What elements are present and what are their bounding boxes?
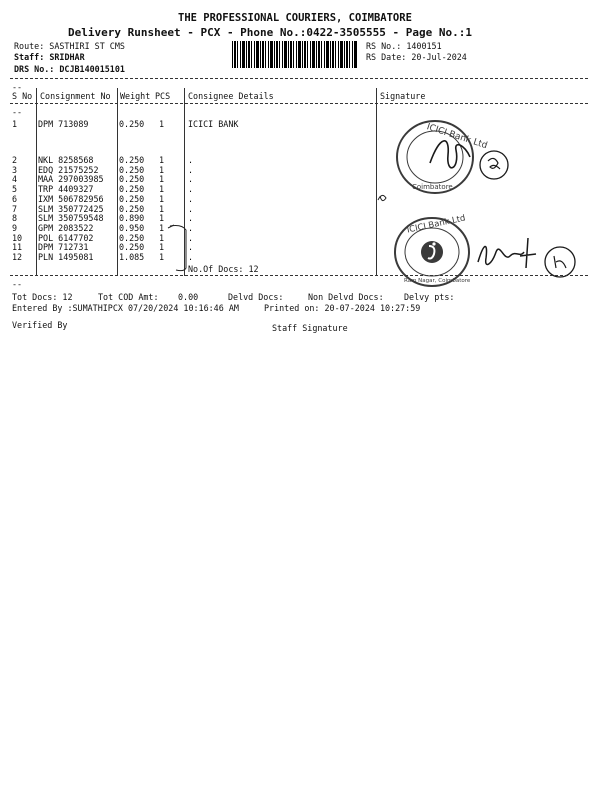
row-consignee: . xyxy=(188,203,194,214)
row-pcs: 1 xyxy=(159,164,165,175)
row-sno: 10 xyxy=(12,232,23,243)
row-pcs: 1 xyxy=(159,193,165,204)
row-sno: 2 xyxy=(12,155,18,165)
stamp-bottom-text: ICICI Bank Ltd xyxy=(405,213,467,236)
row-consignee: . xyxy=(188,222,194,233)
dash-marker: -- xyxy=(12,82,23,92)
no-of-docs: No.Of Docs: 12 xyxy=(188,264,259,274)
row-pcs: 1 xyxy=(159,119,165,129)
col-consignment: Consignment No xyxy=(40,91,111,101)
rs-number: RS No.: 1400151 xyxy=(366,41,442,51)
route-line: Route: SASTHIRI ST CMS xyxy=(14,41,125,51)
dash-marker-3: -- xyxy=(12,279,23,289)
delvd-docs: Delvd Docs: xyxy=(228,292,284,302)
row-weight: 0.250 xyxy=(119,119,145,129)
row-consignment-no: DPM 712731 xyxy=(38,242,89,253)
row-pcs: 1 xyxy=(159,242,165,253)
row-pcs: 1 xyxy=(159,174,165,185)
divider-bottom xyxy=(10,275,588,276)
col-signature: Signature xyxy=(380,91,426,101)
drs-value: DCJB140015101 xyxy=(59,64,125,74)
col-divider xyxy=(36,88,37,276)
row-consignee: . xyxy=(188,242,194,253)
row-sno: 7 xyxy=(12,203,18,214)
handwritten-mark xyxy=(376,190,390,204)
col-consignee: Consignee Details xyxy=(188,91,274,101)
row-weight: 0.250 xyxy=(119,184,145,195)
row-consignee: . xyxy=(188,213,194,224)
delvy-pts: Delvy pts: xyxy=(404,292,455,302)
tot-cod-value: 0.00 xyxy=(178,292,199,302)
barcode-image xyxy=(232,41,358,68)
row-consignment-no: PLN 1495081 xyxy=(38,252,94,262)
row-consignment-no: DPM 713089 xyxy=(38,119,89,129)
drs-line xyxy=(14,64,125,74)
staff-label: Staff: xyxy=(14,52,45,62)
stamp-top-bottom-text: Coimbatore xyxy=(412,183,453,191)
col-weight: Weight xyxy=(120,91,151,101)
row-consignee: . xyxy=(188,193,194,204)
row-pcs: 1 xyxy=(159,252,165,262)
row-sno: 12 xyxy=(12,252,23,262)
company-title: THE PROFESSIONAL COURIERS, COIMBATORE xyxy=(178,12,412,24)
row-weight: 0.250 xyxy=(119,232,145,243)
row-consignment-no: SLM 350759548 xyxy=(38,213,104,224)
bank-stamp-top xyxy=(390,115,520,205)
row-consignee: ICICI BANK xyxy=(188,119,239,129)
row-weight: 1.085 xyxy=(119,252,145,262)
row-weight: 0.250 xyxy=(119,174,145,185)
tot-cod-label: Tot COD Amt: xyxy=(98,292,159,302)
staff-signature: Staff Signature xyxy=(272,323,348,333)
staff-value: SRIDHAR xyxy=(49,52,85,62)
col-divider xyxy=(117,88,118,276)
row-pcs: 1 xyxy=(159,203,165,214)
row-consignee: . xyxy=(188,184,194,195)
row-sno: 3 xyxy=(12,164,18,175)
row-consignee: . xyxy=(188,232,194,243)
row-sno: 8 xyxy=(12,213,18,224)
divider-header xyxy=(10,103,588,104)
divider-top xyxy=(10,78,588,79)
row-pcs: 1 xyxy=(159,213,165,224)
row-consignee: . xyxy=(188,252,194,262)
row-weight: 0.250 xyxy=(119,203,145,214)
entered-by: Entered By :SUMATHIPCX 07/20/2024 10:16:46 AM xyxy=(12,303,239,313)
row-weight: 0.250 xyxy=(119,155,145,165)
stamp-top-text: ICICI Bank Ltd xyxy=(425,122,489,152)
staff-line xyxy=(14,52,85,62)
row-consignee: . xyxy=(188,155,194,165)
row-sno: 9 xyxy=(12,222,18,233)
row-sno: 4 xyxy=(12,174,18,185)
row-consignee: . xyxy=(188,164,194,175)
row-sno: 6 xyxy=(12,193,18,204)
row-sno: 5 xyxy=(12,184,18,195)
row-consignment-no: POL 6147702 xyxy=(38,232,94,243)
row-pcs: 1 xyxy=(159,222,165,233)
row-consignment-no: NKL 8258568 xyxy=(38,155,94,165)
col-sno: S No xyxy=(12,91,33,101)
row-pcs: 1 xyxy=(159,155,165,165)
row-sno: 1 xyxy=(12,119,18,129)
printed-on: Printed on: 20-07-2024 10:27:59 xyxy=(264,303,421,313)
row-consignee: . xyxy=(188,174,194,185)
row-consignment-no: SLM 350772425 xyxy=(38,203,104,214)
row-pcs: 1 xyxy=(159,184,165,195)
row-sno: 11 xyxy=(12,242,23,253)
col-divider xyxy=(376,88,377,276)
row-weight: 0.890 xyxy=(119,213,145,224)
row-weight: 0.950 xyxy=(119,222,145,233)
row-consignment-no: EDQ 21575252 xyxy=(38,164,99,175)
drs-label: DRS No.: xyxy=(14,64,55,74)
runsheet-title: Delivery Runsheet - PCX - Phone No.:0422-3505555 - Page No.:1 xyxy=(68,26,472,39)
verified-by: Verified By xyxy=(12,320,68,330)
row-consignment-no: GPM 2083522 xyxy=(38,222,94,233)
bank-stamp-bottom xyxy=(392,212,582,292)
row-pcs: 1 xyxy=(159,232,165,243)
row-weight: 0.250 xyxy=(119,193,145,204)
non-delvd-docs: Non Delvd Docs: xyxy=(308,292,384,302)
stamp-bottom-bottom-text: Ram Nagar, Coimbatore xyxy=(404,278,471,284)
dash-marker-2: -- xyxy=(12,107,23,117)
handwritten-bracket xyxy=(164,222,194,274)
tot-docs: Tot Docs: 12 xyxy=(12,292,73,302)
col-pcs: PCS xyxy=(155,91,171,101)
row-consignment-no: TRP 4409327 xyxy=(38,184,94,195)
rs-date: RS Date: 20-Jul-2024 xyxy=(366,52,467,62)
row-weight: 0.250 xyxy=(119,242,145,253)
row-consignment-no: MAA 297003985 xyxy=(38,174,104,185)
row-consignment-no: IXM 506782956 xyxy=(38,193,104,204)
row-weight: 0.250 xyxy=(119,164,145,175)
